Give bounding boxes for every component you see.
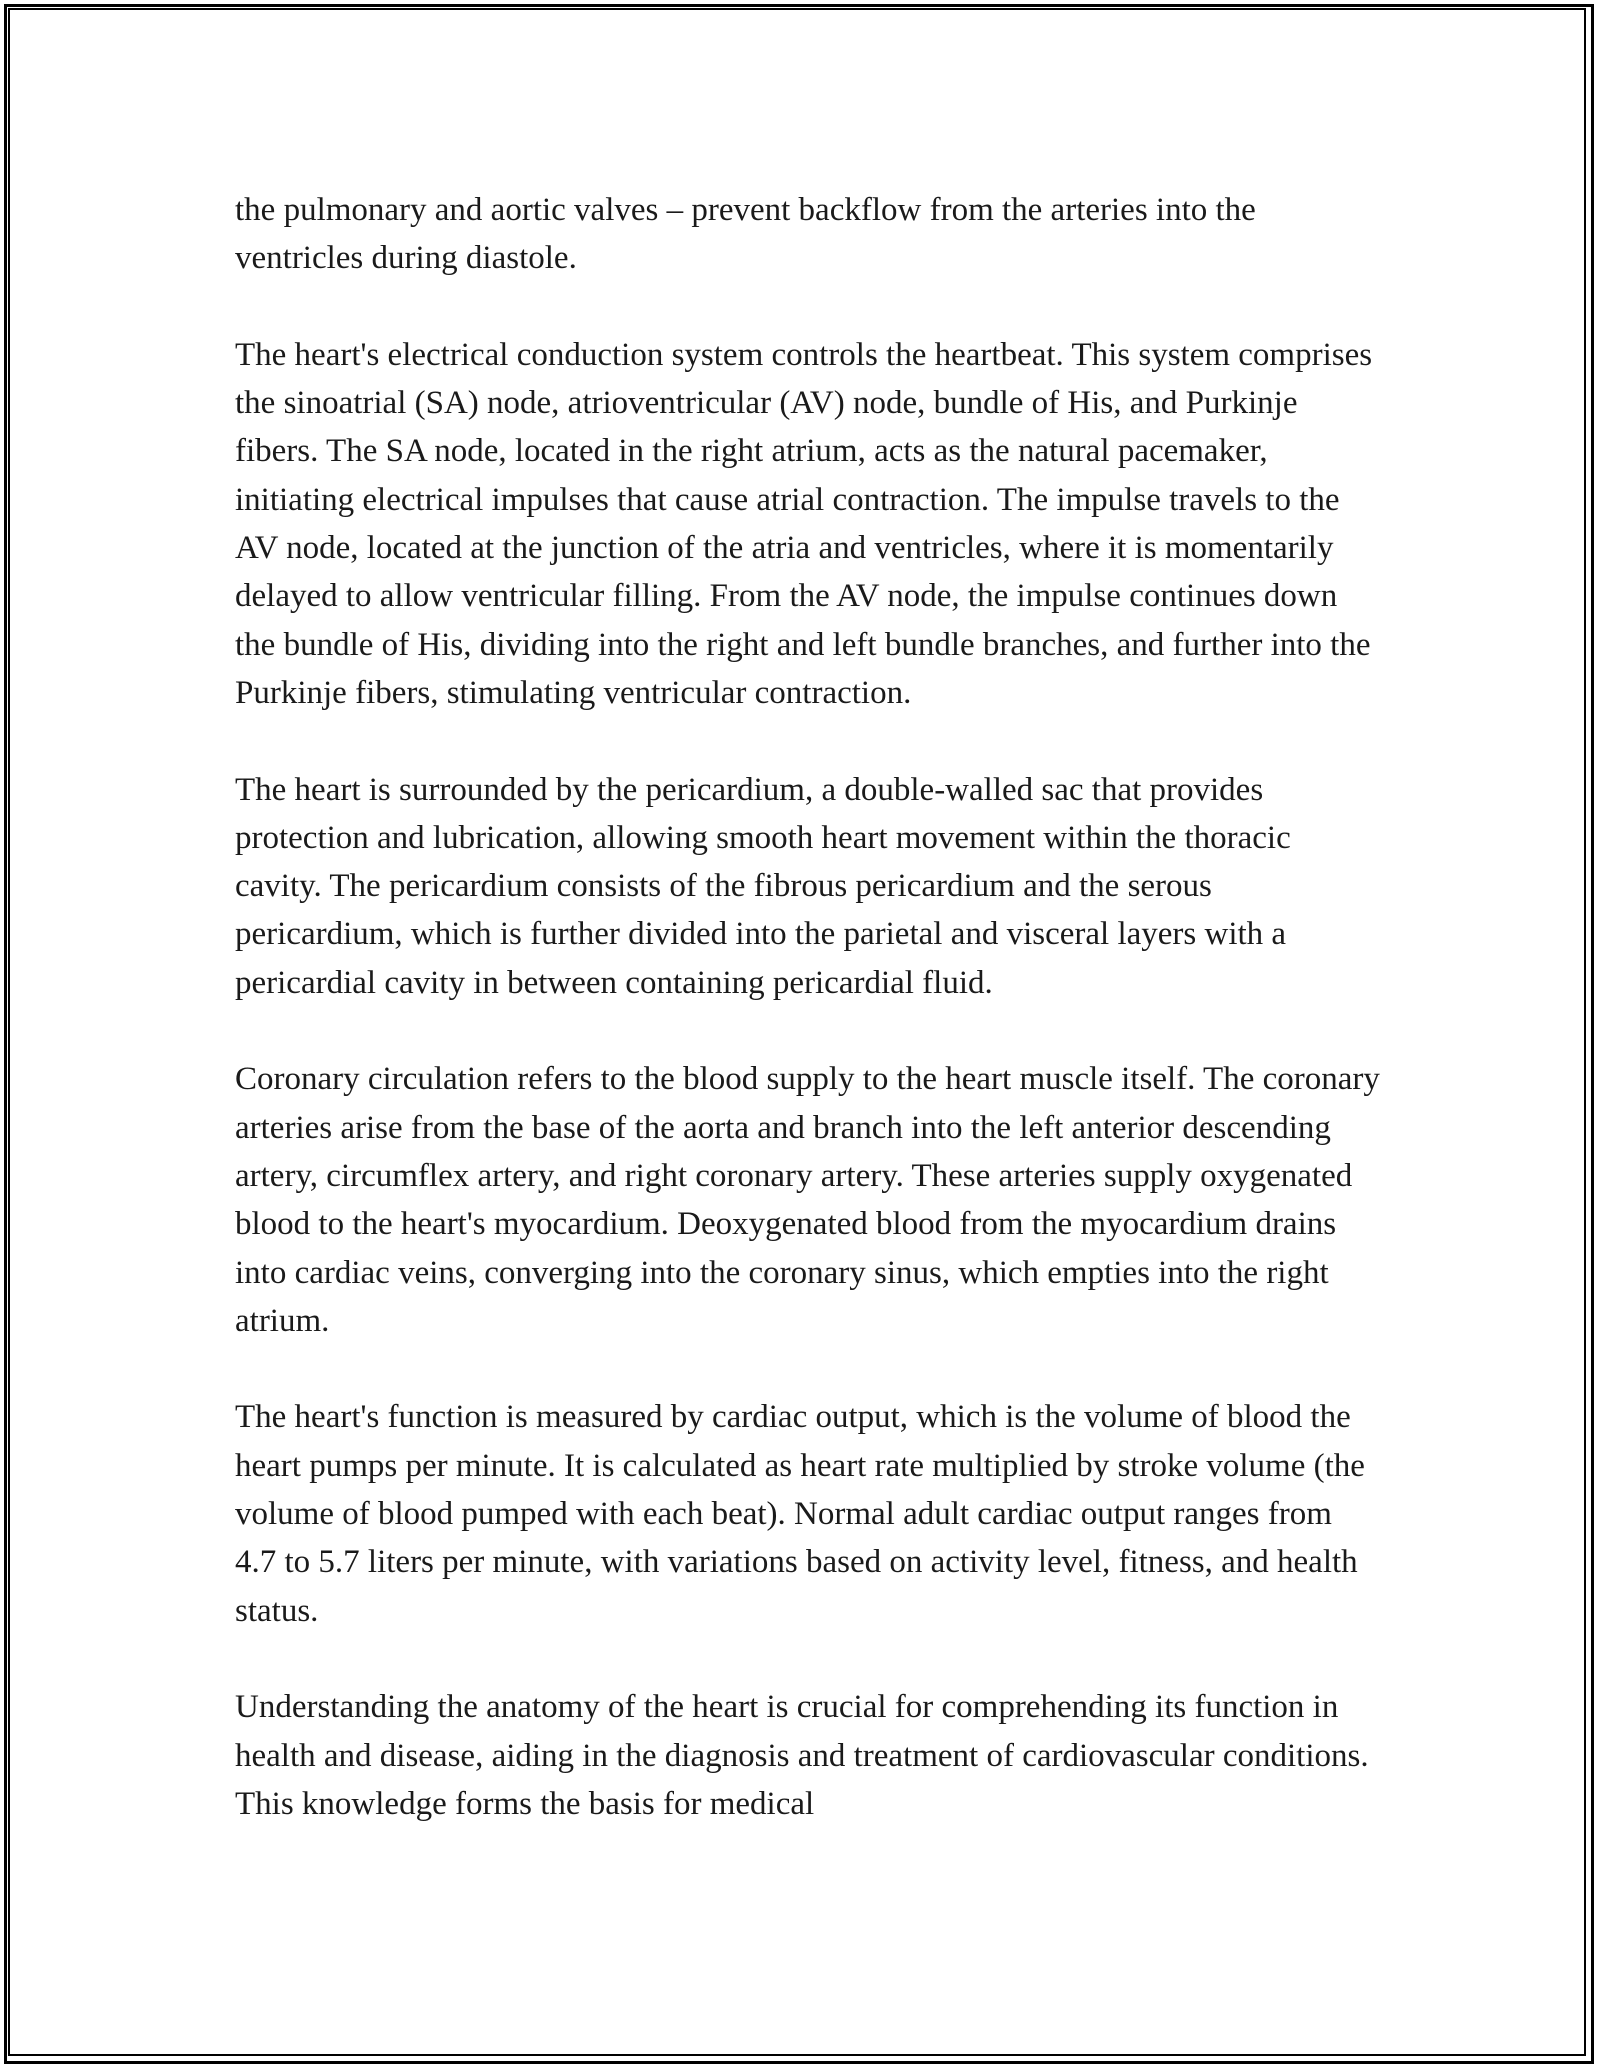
paragraph-pericardium: The heart is surrounded by the pericardium, a double-walled sac that provides protection and lubrication, allowing smooth heart movement within the thoracic cavity. The pericardium consists of the fibrous pericardium and the serous pericardium, which is further divided into the parietal and visceral layers with a pericardial cavity in between containing pericardial fluid. [235, 771, 1291, 1001]
paragraph-cardiac-output: The heart's function is measured by cardiac output, which is the volume of blood the heart pumps per minute. It is calculated as heart rate multiplied by stroke volume (the volume of blood pumped with each beat). Normal adult cardiac output ranges from 4.7 to 5.7 liters per minute, with variations based on activity level, fitness, and health status. [235, 1399, 1365, 1629]
paragraph-conclusion: Understanding the anatomy of the heart is crucial for comprehending its function in health and disease, aiding in the diagnosis and treatment of cardiovascular conditions. This knowledge forms the basis for medical [235, 1689, 1369, 1822]
paragraph-conduction-system: The heart's electrical conduction system controls the heartbeat. This system comprises the sinoatrial (SA) node, atrioventricular (AV) node, bundle of His, and Purkinje fibers. The SA node, located in the right atrium, acts as the natural pacemaker, initiating electrical impulses that cause atrial contraction. The impulse travels to the AV node, located at the junction of the atria and ventricles, where it is momentarily delayed to allow ventricular filling. From the AV node, the impulse continues down the bundle of His, dividing into the right and left bundle branches, and further into the Purkinje fibers, stimulating ventricular contraction. [235, 336, 1373, 711]
paragraph-valves: the pulmonary and aortic valves – prevent backflow from the arteries into the ventricles during diastole. [235, 192, 1256, 277]
paragraph-coronary-circulation: Coronary circulation refers to the blood supply to the heart muscle itself. The coronary arteries arise from the base of the aorta and branch into the left anterior descending artery, circumflex artery, and right coronary artery. These arteries supply oxygenated blood to the heart's myocardium. Deoxygenated blood from the myocardium drains into cardiac veins, converging into the coronary sinus, which empties into the right atrium. [235, 1061, 1380, 1339]
document-body [235, 186, 1380, 1828]
